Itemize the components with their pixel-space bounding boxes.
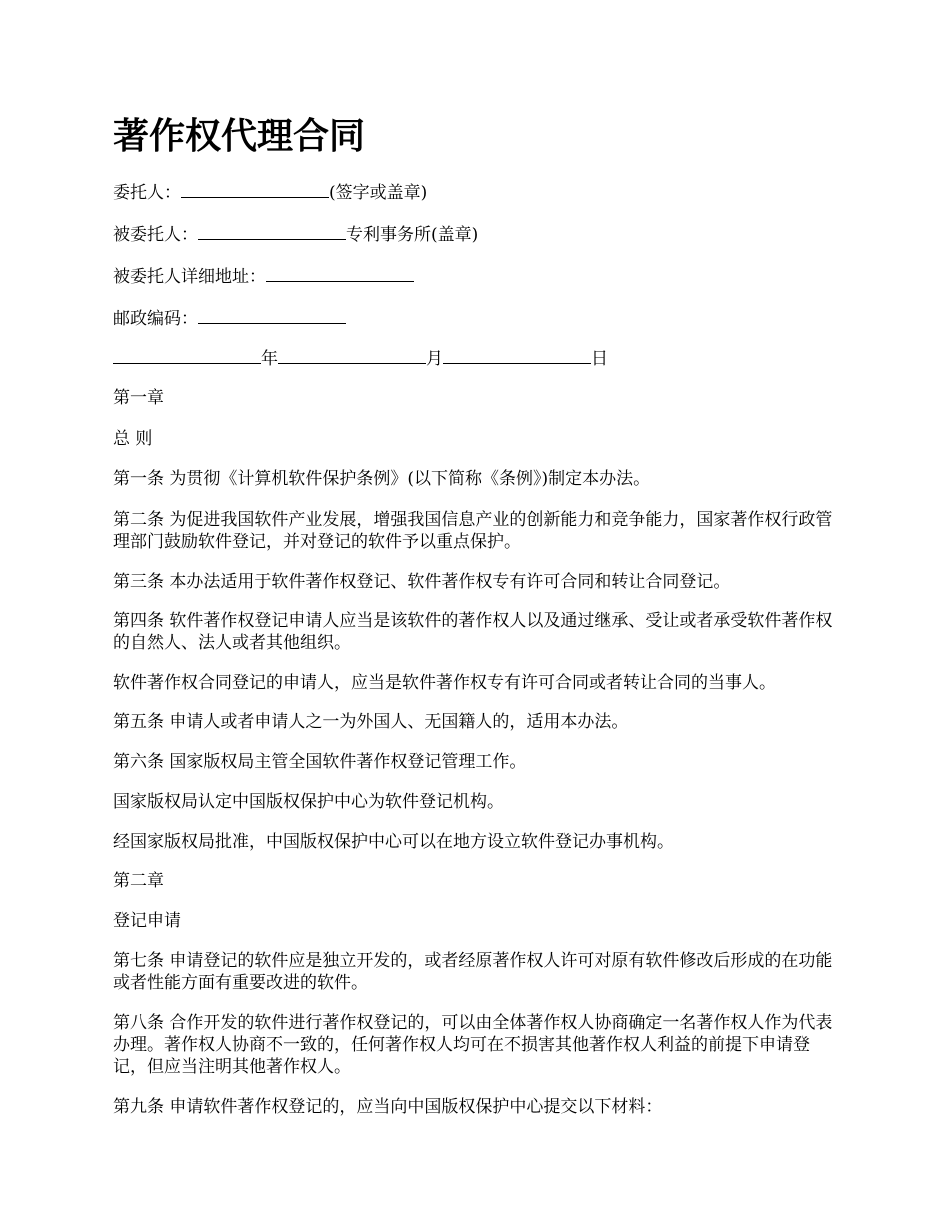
article-4-para-2: 软件著作权合同登记的申请人，应当是软件著作权专有许可合同或者转让合同的当事人。 [113, 673, 776, 693]
article-9: 第九条 申请软件著作权登记的，应当向中国版权保护中心提交以下材料： [113, 1097, 663, 1117]
postcode-label: 邮政编码： [113, 309, 198, 329]
article-2: 第二条 为促进我国软件产业发展，增强我国信息产业的创新能力和竞争能力，国家著作权行政管理部门鼓励软件登记，并对登记的软件予以重点保护。 [113, 510, 833, 552]
article-3: 第三条 本办法适用于软件著作权登记、软件著作权专有许可合同和转让合同登记。 [113, 572, 731, 592]
agent-address-line [113, 264, 414, 288]
day-label: 日 [591, 349, 608, 369]
article-4: 第四条 软件著作权登记申请人应当是该软件的著作权人以及通过继承、受让或者承受软件著作权的自然人、法人或者其他组织。 [113, 611, 833, 653]
client-blank[interactable] [181, 180, 329, 198]
client-label: 委托人： [113, 183, 181, 203]
chapter1-number: 第一章 [113, 388, 164, 408]
agent-address-blank[interactable] [266, 264, 414, 282]
article-6: 第六条 国家版权局主管全国软件著作权登记管理工作。 [113, 752, 527, 772]
article-8: 第八条 合作开发的软件进行著作权登记的，可以由全体著作权人协商确定一名著作权人作为代表办理。著作权人协商不一致的，任何著作权人均可在不损害其他著作权人利益的前提下申请登记，但应当注明其他著作权人。 [113, 1013, 833, 1077]
agent-suffix: 专利事务所(盖章) [346, 225, 479, 245]
month-blank[interactable] [278, 346, 426, 364]
chapter2-name: 登记申请 [113, 911, 181, 931]
chapter2-number: 第二章 [113, 871, 164, 891]
chapter1-name: 总 则 [113, 429, 153, 449]
year-label: 年 [261, 349, 278, 369]
article-5: 第五条 申请人或者申请人之一为外国人、无国籍人的，适用本办法。 [113, 712, 629, 732]
client-line [113, 180, 427, 204]
day-blank[interactable] [443, 346, 591, 364]
article-6-para-3: 经国家版权局批准，中国版权保护中心可以在地方设立软件登记办事机构。 [113, 832, 674, 852]
document-title: 著作权代理合同 [113, 115, 366, 157]
month-label: 月 [426, 349, 443, 369]
date-line [113, 346, 608, 370]
client-suffix: (签字或盖章) [329, 183, 428, 203]
postcode-line [113, 306, 346, 330]
agent-line [113, 222, 478, 246]
agent-address-label: 被委托人详细地址： [113, 267, 266, 287]
postcode-blank[interactable] [198, 306, 346, 324]
article-1: 第一条 为贯彻《计算机软件保护条例》(以下简称《条例》)制定本办法。 [113, 469, 651, 489]
agent-label: 被委托人： [113, 225, 198, 245]
article-7: 第七条 申请登记的软件应是独立开发的，或者经原著作权人许可对原有软件修改后形成的在功能或者性能方面有重要改进的软件。 [113, 951, 833, 993]
agent-blank[interactable] [198, 222, 346, 240]
article-6-para-2: 国家版权局认定中国版权保护中心为软件登记机构。 [113, 792, 504, 812]
year-blank[interactable] [113, 346, 261, 364]
